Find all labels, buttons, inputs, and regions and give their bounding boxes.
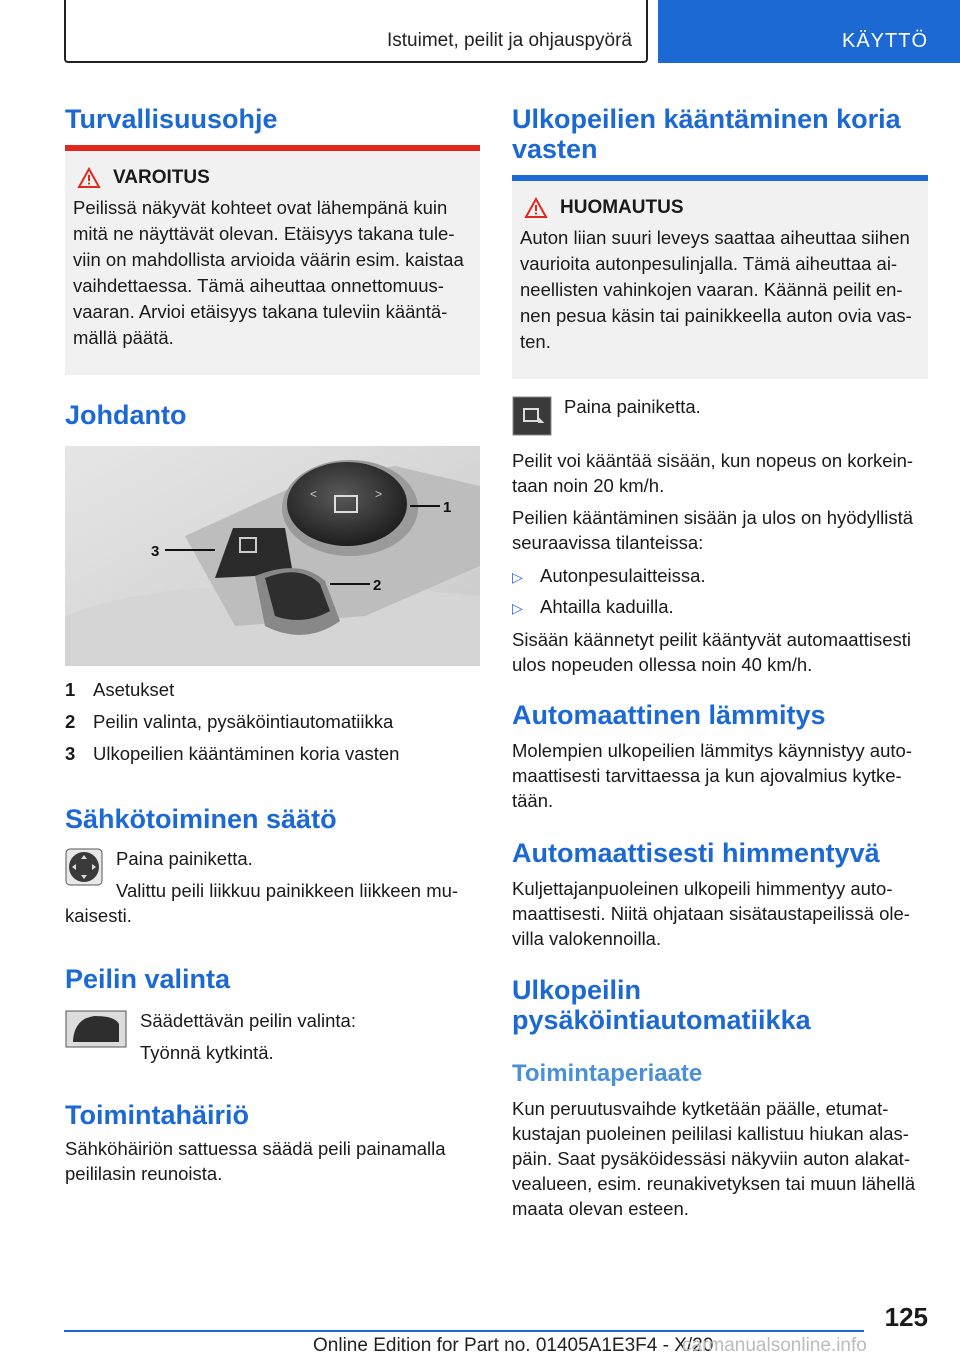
svg-text:<: < [310, 487, 318, 501]
notice-line: nen pesua käsin tai painikkeella auton ovia vas- [520, 305, 912, 326]
fault-line-1: Sähköhäiriön sattuessa säädä peili painamalla [65, 1138, 446, 1159]
mirror-select-line-1: Säädettävän peilin valinta: [140, 1010, 356, 1031]
header-chapter-label: KÄYTTÖ [841, 30, 928, 52]
footer-divider [64, 1330, 864, 1332]
bullet-item [512, 563, 706, 590]
notice-line: ten. [520, 331, 551, 352]
figure-legend [65, 674, 480, 770]
fold-p2-line-2: seuraavissa tilanteissa: [512, 532, 704, 553]
principle-line: vealueen, esim. reunakivetyksen tai muun lähellä [512, 1173, 916, 1194]
fault-heading: Toimintahäiriö [65, 1100, 250, 1130]
electric-line-2: Valittu peili liikkuu painikkeen liikkeen mu- [116, 880, 459, 901]
dimming-heading: Automaattisesti himmentyvä [512, 838, 880, 868]
mirror-select-line-2: Työnnä kytkintä. [140, 1042, 274, 1063]
direction-pad-icon [65, 848, 103, 886]
parking-heading-line-2: pysäköintiautomatiikka [512, 1005, 811, 1035]
dimming-line-1: Kuljettajanpuoleinen ulkopeili himmentyy auto- [512, 878, 893, 899]
press-button-text: Paina painiketta. [564, 396, 701, 417]
mirror-control-figure [65, 446, 480, 666]
principle-line: päin. Saat pysäköidessäsi näkyviin auton alakat- [512, 1148, 910, 1169]
bullet-text: Autonpesulaitteissa. [540, 565, 706, 586]
callout-1: 1 [443, 499, 452, 516]
heating-line-3: tään. [512, 790, 554, 811]
fold-p1-line-2: taan noin 20 km/h. [512, 475, 665, 496]
legend-text: Peilin valinta, pysäköintiautomatiikka [93, 711, 394, 732]
legend-item [65, 674, 480, 706]
fold-p3-line-2: ulos nopeuden ollessa noin 40 km/h. [512, 654, 813, 675]
principle-heading: Toimintaperiaate [512, 1060, 703, 1087]
callout-2: 2 [373, 577, 382, 594]
notice-box [512, 175, 928, 379]
page-number: 125 [884, 1302, 928, 1332]
warning-line: mällä päätä. [73, 327, 174, 348]
footer-edition: Online Edition for Part no. 01405A1E3F4 - X/20 [313, 1335, 714, 1356]
notice-triangle-icon [524, 197, 548, 219]
header-section-title: Istuimet, peilit ja ohjauspyörä [386, 30, 632, 51]
fold-p1-line-1: Peilit voi kääntää sisään, kun nopeus on korkein- [512, 450, 914, 471]
fold-p3-line-1: Sisään käännetyt peilit kääntyvät automaattisesti [512, 629, 912, 650]
notice-line: neellisten vahinkojen vaaran. Käännä peilit en- [520, 279, 903, 300]
notice-line: vaurioita autonpesulinjalla. Tämä aiheuttaa ai- [520, 253, 898, 274]
principle-line: maata olevan esteen. [512, 1198, 689, 1219]
callout-3: 3 [151, 543, 160, 560]
legend-number: 2 [65, 711, 76, 732]
heating-line-2: maattisesti tarvittaessa ja kun ajovalmius kytke- [512, 765, 902, 786]
watermark: carmanualsonline.info [682, 1335, 867, 1356]
svg-text:>: > [375, 487, 383, 501]
warning-text [73, 195, 472, 351]
warning-title-text: VAROITUS [113, 167, 210, 188]
warning-title [77, 167, 472, 189]
principle-line: kustajan puoleinen peililasi kallistuu hiukan alas- [512, 1123, 909, 1144]
warning-line: vaaran. Arvioi etäisyys takana tuleviin kääntä- [73, 301, 448, 322]
legend-item [65, 738, 480, 770]
bullet-text: Ahtailla kaduilla. [540, 596, 674, 617]
warning-line: vaihdettaessa. Tämä aiheuttaa onnettomuus- [73, 275, 444, 296]
legend-text: Asetukset [93, 679, 175, 700]
heating-line-1: Molempien ulkopeilien lämmitys käynnistyy auto- [512, 740, 912, 761]
bullet-triangle-icon: ▷ [512, 600, 523, 616]
bullet-triangle-icon: ▷ [512, 569, 523, 585]
parking-heading-line-1: Ulkopeilin [512, 975, 642, 1005]
electric-adjust-heading: Sähkötoiminen säätö [65, 804, 337, 834]
dimming-line-3: villa valokennoilla. [512, 928, 662, 949]
legend-item [65, 706, 480, 738]
notice-title [524, 197, 920, 219]
warning-line: mitä ne näyttävät olevan. Etäisyys takana tule- [73, 223, 455, 244]
bullet-item [512, 594, 674, 621]
mirror-fold-button-icon [512, 396, 552, 436]
warning-line: viin on mahdollista arvioida väärin esim. kaistaa [73, 249, 464, 270]
electric-line-3: kaisesti. [65, 905, 132, 926]
heating-heading: Automaattinen lämmitys [512, 700, 826, 730]
fold-p2-line-1: Peilien kääntäminen sisään ja ulos on hyödyllistä [512, 507, 914, 528]
header-section-box [64, 0, 648, 63]
header-chapter-tab[interactable] [658, 0, 960, 63]
fold-heading-line-1: Ulkopeilien kääntäminen koria [512, 104, 901, 134]
warning-line: Peilissä näkyvät kohteet ovat lähempänä kuin [73, 197, 448, 218]
legend-number: 1 [65, 679, 76, 700]
principle-line: Kun peruutusvaihde kytketään päälle, etumat- [512, 1098, 889, 1119]
fault-line-2: peililasin reunoista. [65, 1163, 223, 1184]
electric-line-1: Paina painiketta. [116, 848, 253, 869]
legend-number: 3 [65, 743, 76, 764]
fold-heading-line-2: vasten [512, 134, 598, 164]
safety-heading: Turvallisuusohje [65, 104, 278, 134]
notice-text [520, 225, 920, 355]
intro-heading: Johdanto [65, 400, 187, 430]
notice-title-text: HUOMAUTUS [560, 197, 684, 218]
warning-triangle-icon [77, 167, 101, 189]
legend-text: Ulkopeilien kääntäminen koria vasten [93, 743, 400, 764]
mirror-select-heading: Peilin valinta [65, 964, 231, 994]
notice-line: Auton liian suuri leveys saattaa aiheuttaa siihen [520, 227, 910, 248]
dimming-line-2: maattisesti. Niitä ohjataan sisätaustapeilissä ole- [512, 903, 910, 924]
mirror-select-switch-icon [65, 1010, 127, 1048]
warning-box [65, 145, 480, 375]
